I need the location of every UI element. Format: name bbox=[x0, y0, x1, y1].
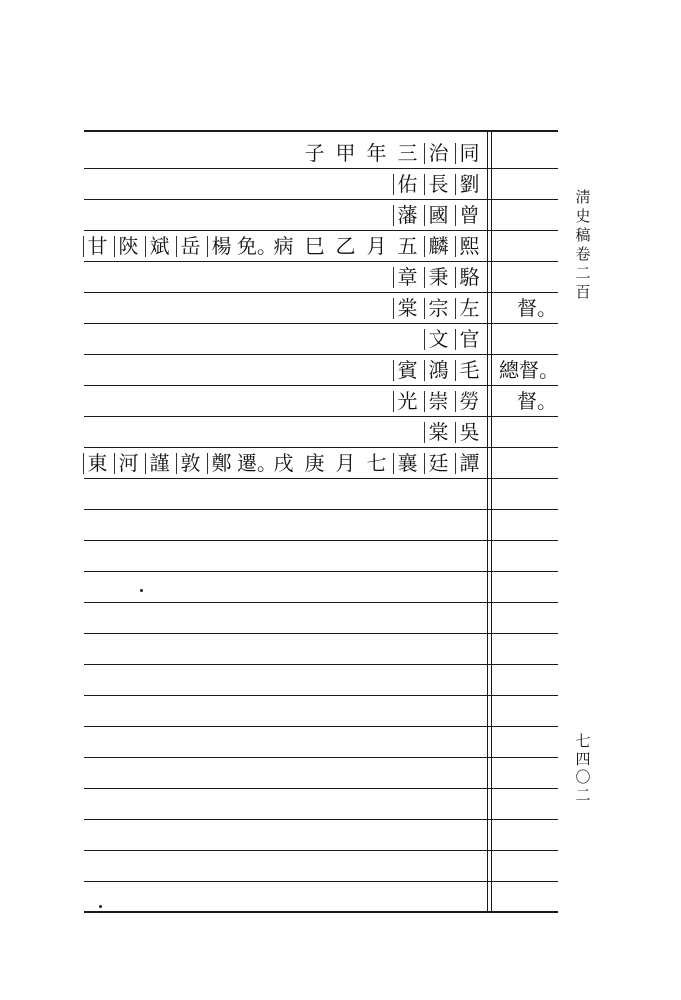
table-row bbox=[299, 138, 485, 168]
name-char: 謹 bbox=[144, 448, 175, 478]
name-char: 藩 bbox=[392, 200, 423, 230]
row-char: 七 bbox=[366, 451, 387, 475]
name-char: 吳 bbox=[454, 417, 485, 447]
name-char: 章 bbox=[392, 262, 423, 292]
row-char: 年 bbox=[366, 141, 387, 165]
side-header-char: 稿 bbox=[575, 226, 591, 244]
table-row bbox=[82, 231, 485, 261]
name-char: 左 bbox=[454, 293, 485, 323]
side-header-char: 淸 bbox=[575, 188, 591, 206]
name-char: 劉 bbox=[454, 169, 485, 199]
table-row bbox=[392, 386, 485, 416]
rank-cell: 督。 bbox=[517, 296, 557, 320]
name-char: 崇 bbox=[423, 386, 454, 416]
name-char: 宗 bbox=[423, 293, 454, 323]
name-char: 棠 bbox=[423, 417, 454, 447]
page-number-char: 二 bbox=[575, 786, 591, 804]
name-char: 官 bbox=[454, 324, 485, 354]
row-char: 月 bbox=[335, 451, 356, 475]
row-char: 庚 bbox=[304, 451, 325, 475]
name-char: 襄 bbox=[392, 448, 423, 478]
row-char: 月 bbox=[366, 234, 387, 258]
name-char: 陝 bbox=[113, 231, 144, 261]
name-char: 熙 bbox=[454, 231, 485, 261]
scan-speck bbox=[99, 905, 102, 908]
name-char: 長 bbox=[423, 169, 454, 199]
name-char: 譚 bbox=[454, 448, 485, 478]
side-header-char: 二 bbox=[575, 264, 591, 282]
table-row bbox=[392, 293, 485, 323]
table-row bbox=[392, 200, 485, 230]
name-char: 楊 bbox=[206, 231, 237, 261]
page-number bbox=[571, 732, 595, 804]
row-char: 免。 bbox=[237, 234, 277, 258]
name-char: 鄭 bbox=[206, 448, 237, 478]
table-row bbox=[423, 324, 485, 354]
bottom-rule bbox=[84, 911, 558, 913]
name-char: 治 bbox=[423, 138, 454, 168]
name-char: 鴻 bbox=[423, 355, 454, 385]
row-char: 三 bbox=[397, 141, 418, 165]
row-char: 子 bbox=[304, 141, 325, 165]
name-char: 棠 bbox=[392, 293, 423, 323]
rank-cell: 總督。 bbox=[499, 358, 559, 382]
name-char: 毛 bbox=[454, 355, 485, 385]
name-char: 同 bbox=[454, 138, 485, 168]
table-row bbox=[392, 169, 485, 199]
name-char: 文 bbox=[423, 324, 454, 354]
name-char: 佑 bbox=[392, 169, 423, 199]
name-char: 廷 bbox=[423, 448, 454, 478]
row-char: 甲 bbox=[335, 141, 356, 165]
row-char: 遷。 bbox=[237, 451, 277, 475]
table-row bbox=[392, 355, 485, 385]
name-char: 敦 bbox=[175, 448, 206, 478]
page-number-char: 〇 bbox=[575, 768, 591, 786]
page-number-char: 四 bbox=[575, 750, 591, 768]
side-header-char: 卷 bbox=[575, 245, 591, 263]
name-char: 岳 bbox=[175, 231, 206, 261]
name-char: 駱 bbox=[454, 262, 485, 292]
name-char: 甘 bbox=[82, 231, 113, 261]
name-char: 光 bbox=[392, 386, 423, 416]
row-char: 病 bbox=[273, 234, 294, 258]
table-row bbox=[423, 417, 485, 447]
name-char: 河 bbox=[113, 448, 144, 478]
name-char: 秉 bbox=[423, 262, 454, 292]
name-char: 曾 bbox=[454, 200, 485, 230]
table-row bbox=[82, 448, 485, 478]
side-header-char: 史 bbox=[575, 207, 591, 225]
table-row bbox=[392, 262, 485, 292]
side-header bbox=[571, 188, 595, 302]
name-char: 東 bbox=[82, 448, 113, 478]
name-char: 勞 bbox=[454, 386, 485, 416]
page-number-char: 七 bbox=[575, 732, 591, 750]
name-char: 賓 bbox=[392, 355, 423, 385]
row-char: 乙 bbox=[335, 234, 356, 258]
side-header-char: 百 bbox=[575, 283, 591, 301]
row-char: 五 bbox=[397, 234, 418, 258]
column-divider bbox=[491, 130, 492, 911]
scan-speck bbox=[140, 589, 143, 592]
column-divider bbox=[487, 130, 488, 911]
name-char: 麟 bbox=[423, 231, 454, 261]
name-char: 國 bbox=[423, 200, 454, 230]
row-char: 巳 bbox=[304, 234, 325, 258]
row-char: 戌 bbox=[273, 451, 294, 475]
name-char: 斌 bbox=[144, 231, 175, 261]
rank-cell: 督。 bbox=[517, 389, 557, 413]
